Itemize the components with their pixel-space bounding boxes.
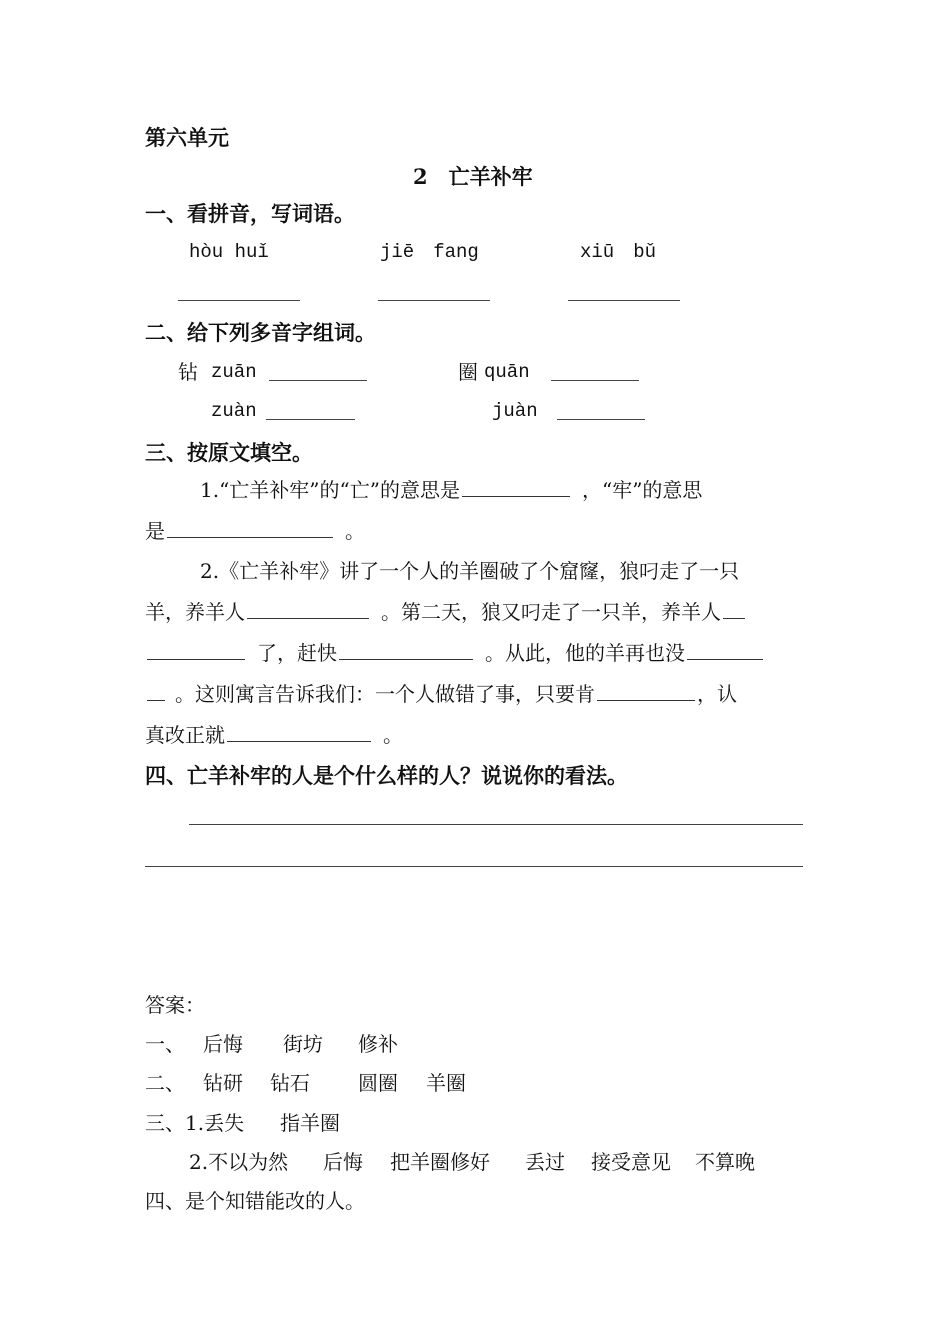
polyphone-1-reading-1: zuān (211, 361, 257, 383)
answer-blank[interactable] (147, 658, 245, 660)
section-1-heading: 一、看拼音，写词语。 (145, 201, 355, 226)
q2-line-4: 。这则寓言告诉我们：一个人做错了事，只要肯 ，认 (145, 684, 737, 704)
answer-1-word: 修补 (358, 1032, 398, 1056)
answer-2-word: 圆圈 (358, 1071, 398, 1095)
answer-3-2-part: 不算晚 (695, 1150, 755, 1174)
answer-2-label: 二、 (145, 1071, 185, 1095)
pinyin-3: xiū bǔ (580, 241, 657, 263)
answer-blank[interactable] (551, 380, 639, 381)
answer-blank[interactable] (147, 699, 165, 701)
answer-3-1b: 指羊圈 (280, 1111, 340, 1135)
answer-blank[interactable] (597, 699, 695, 701)
answer-3-1: 三、1.丢失 (145, 1111, 245, 1135)
answer-1-word: 街坊 (283, 1032, 323, 1056)
q1-line-1: 1.“亡羊补牢”的“亡”的意思是 ，“牢”的意思 (200, 478, 703, 502)
answer-3-2-part: 2.不以为然 (189, 1150, 289, 1174)
q2-line-5: 真改正就 。 (145, 723, 403, 747)
polyphone-char-2: 圈 (458, 360, 478, 384)
q1-line-2: 是 。 (145, 519, 365, 543)
answer-blank[interactable] (167, 536, 333, 538)
answer-blank[interactable] (557, 419, 645, 420)
answer-blank[interactable] (269, 380, 367, 381)
answer-blank[interactable] (687, 658, 763, 660)
answer-3-2-part: 接受意见 (591, 1150, 671, 1174)
section-4-heading: 四、亡羊补牢的人是个什么样的人？说说你的看法。 (145, 763, 628, 788)
answer-3-2-part: 把羊圈修好 (390, 1150, 490, 1174)
answer-4: 四、是个知错能改的人。 (145, 1189, 365, 1213)
polyphone-2-reading-2: juàn (492, 400, 538, 422)
answer-blank[interactable] (568, 300, 680, 301)
q2-line-2: 羊，养羊人 。第二天，狼又叼走了一只羊，养羊人 (145, 602, 747, 622)
q2-line-3: 了，赶快 。从此，他的羊再也没 (145, 643, 765, 663)
answer-2-word: 钻石 (270, 1071, 310, 1095)
section-3-heading: 三、按原文填空。 (145, 440, 313, 465)
answer-blank[interactable] (339, 658, 473, 660)
answer-blank[interactable] (227, 740, 371, 742)
polyphone-char-1: 钻 (178, 360, 198, 384)
unit-title: 第六单元 (145, 125, 229, 150)
section-2-heading: 二、给下列多音字组词。 (145, 320, 376, 345)
writing-line[interactable] (189, 824, 803, 825)
answer-blank[interactable] (462, 495, 570, 497)
polyphone-1-reading-2: zuàn (211, 400, 257, 422)
answer-blank[interactable] (378, 300, 490, 301)
answer-blank[interactable] (247, 617, 369, 619)
answer-2-word: 羊圈 (426, 1071, 466, 1095)
polyphone-2-reading-1: quān (484, 361, 530, 383)
answers-title: 答案： (145, 993, 205, 1017)
answer-3-2-part: 后悔 (323, 1150, 363, 1174)
lesson-title: 2 亡羊补牢 (413, 164, 533, 189)
answer-blank[interactable] (723, 617, 745, 619)
answer-blank[interactable] (178, 300, 300, 301)
q2-line-1: 2.《亡羊补牢》讲了一个人的羊圈破了个窟窿，狼叼走了一只 (200, 559, 740, 583)
answer-3-2-part: 丢过 (525, 1150, 565, 1174)
answer-1-label: 一、 (145, 1032, 185, 1056)
answer-1-word: 后悔 (203, 1032, 243, 1056)
writing-line[interactable] (145, 866, 803, 867)
answer-2-word: 钻研 (203, 1071, 243, 1095)
pinyin-1: hòu huǐ (189, 241, 269, 263)
answer-blank[interactable] (266, 419, 355, 420)
pinyin-2: jiē fang (380, 241, 479, 263)
